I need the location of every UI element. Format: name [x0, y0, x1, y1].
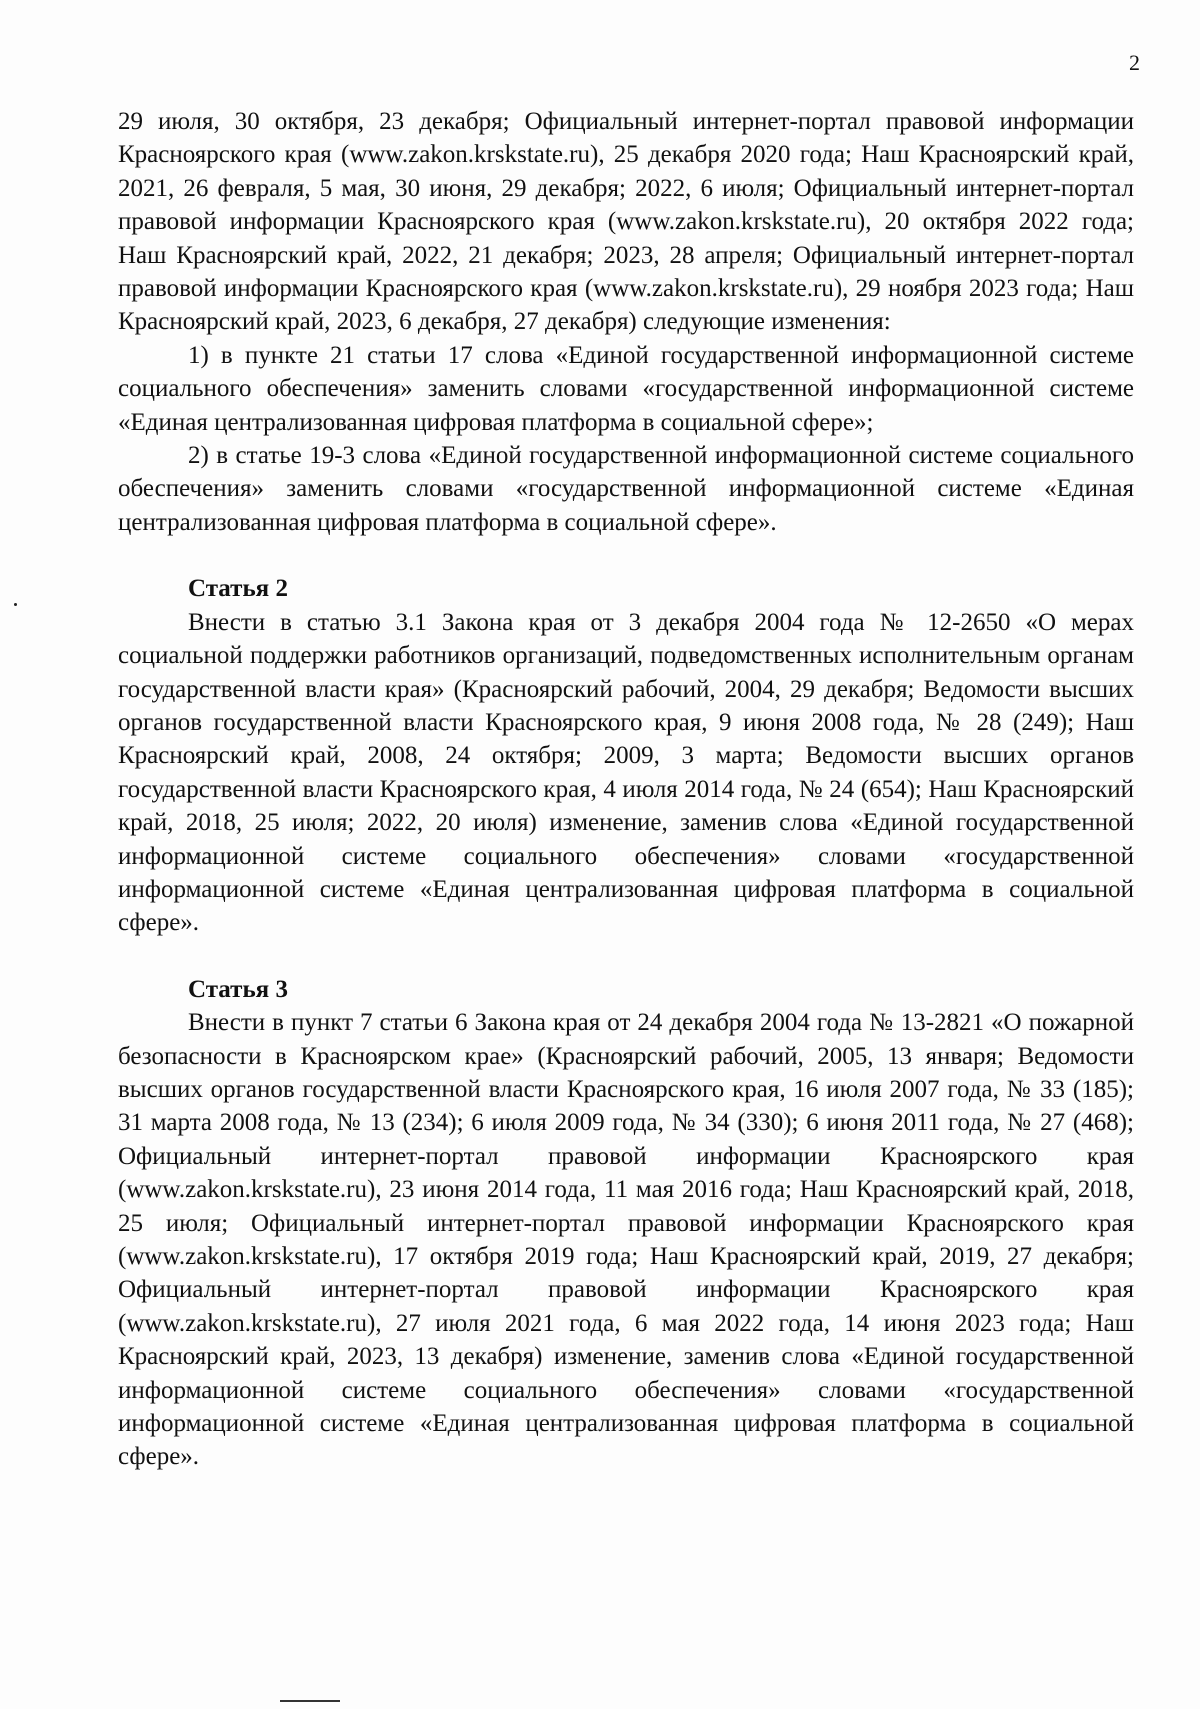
cut-off-line [280, 1700, 340, 1702]
amendment-item-2: 2) в статье 19-3 слова «Единой государственной информационной системе социального обеспечения» заменить словами «государственной информационной системе «Единая централизованная цифровая платформа в социальной сфере». [118, 442, 1134, 536]
page-number: 2 [1129, 50, 1140, 75]
article-2-text: Внести в статью 3.1 Закона края от 3 декабря 2004 года № 12-2650 «О мерах социальной поддержки работников организаций, подведомственных исполнительным органам государственной власти края» (Красноярский рабочий, 2004, 29 декабря; Ведомости высших органов государственной власти Красноярского края, 9 июня 2008 года, № 28 (249); Наш Красноярский край, 2008, 24 октября; 2009, 3 марта; Ведомости высших органов государственной власти Красноярского края, 4 июля 2014 года, № 24 (654); Наш Красноярский край, 2018, 25 июля; 2022, 20 июля) изменение, заменив слова «Единой государственной информационной системе социального обеспечения» словами «государственной информационной системе «Единая централизованная цифровая платформа в социальной сфере». [118, 608, 1134, 937]
article-3-text: Внести в пункт 7 статьи 6 Закона края от 24 декабря 2004 года № 13-2821 «О пожарной безопасности в Красноярском крае» (Красноярский рабочий, 2005, 13 января; Ведомости высших органов государственной власти Красноярского края, 16 июля 2007 года, № 33 (185); 31 марта 2008 года, № 13 (234); 6 июля 2009 года, № 34 (330); 6 июня 2011 года, № 27 (468); Официальный интернет-портал правовой информации Красноярского края (www.zakon.krskstate.ru), 23 июня 2014 года, 11 мая 2016 года; Наш Красноярский край, 2018, 25 июля; Официальный интернет-портал правовой информации Красноярского края (www.zakon.krskstate.ru), 17 октября 2019 года; Наш Красноярский край, 2019, 27 декабря; Официальный интернет-портал правовой информации Красноярского края (www.zakon.krskstate.ru), 27 июля 2021 года, 6 мая 2022 года, 14 июня 2023 года; Наш Красноярский край, 2023, 13 декабря) изменение, заменив слова «Единой государственной информационной системе социального обеспечения» словами «государственной информационной системе «Единая централизованная цифровая платформа в социальной сфере». [118, 1009, 1134, 1471]
spacer [118, 940, 1134, 973]
intro-paragraph: 29 июля, 30 октября, 23 декабря; Официальный интернет-портал правовой информации Красноярского края (www.zakon.krskstate.ru), 25 декабря 2020 года; Наш Красноярский край, 2021, 26 февраля, 5 мая, 30 июня, 29 декабря; 2022, 6 июля; Официальный интернет-портал правовой информации Красноярского края (www.zakon.krskstate.ru), 20 октября 2022 года; Наш Красноярский край, 2022, 21 декабря; 2023, 28 апреля; Официальный интернет-портал правовой информации Красноярского края (www.zakon.krskstate.ru), 29 ноября 2023 года; Наш Красноярский край, 2023, 6 декабря, 27 декабря) следующие изменения: [118, 108, 1134, 336]
article-3-heading: Статья 3 [188, 975, 288, 1003]
article-2-heading: Статья 2 [188, 575, 288, 603]
document-body [118, 105, 1134, 1474]
amendment-item-1: 1) в пункте 21 статьи 17 слова «Единой государственной информационной системе социального обеспечения» заменить словами «государственной информационной системе «Единая централизованная цифровая платформа в социальной сфере»; [118, 341, 1134, 436]
spacer [118, 539, 1134, 572]
scan-speck [14, 603, 17, 606]
